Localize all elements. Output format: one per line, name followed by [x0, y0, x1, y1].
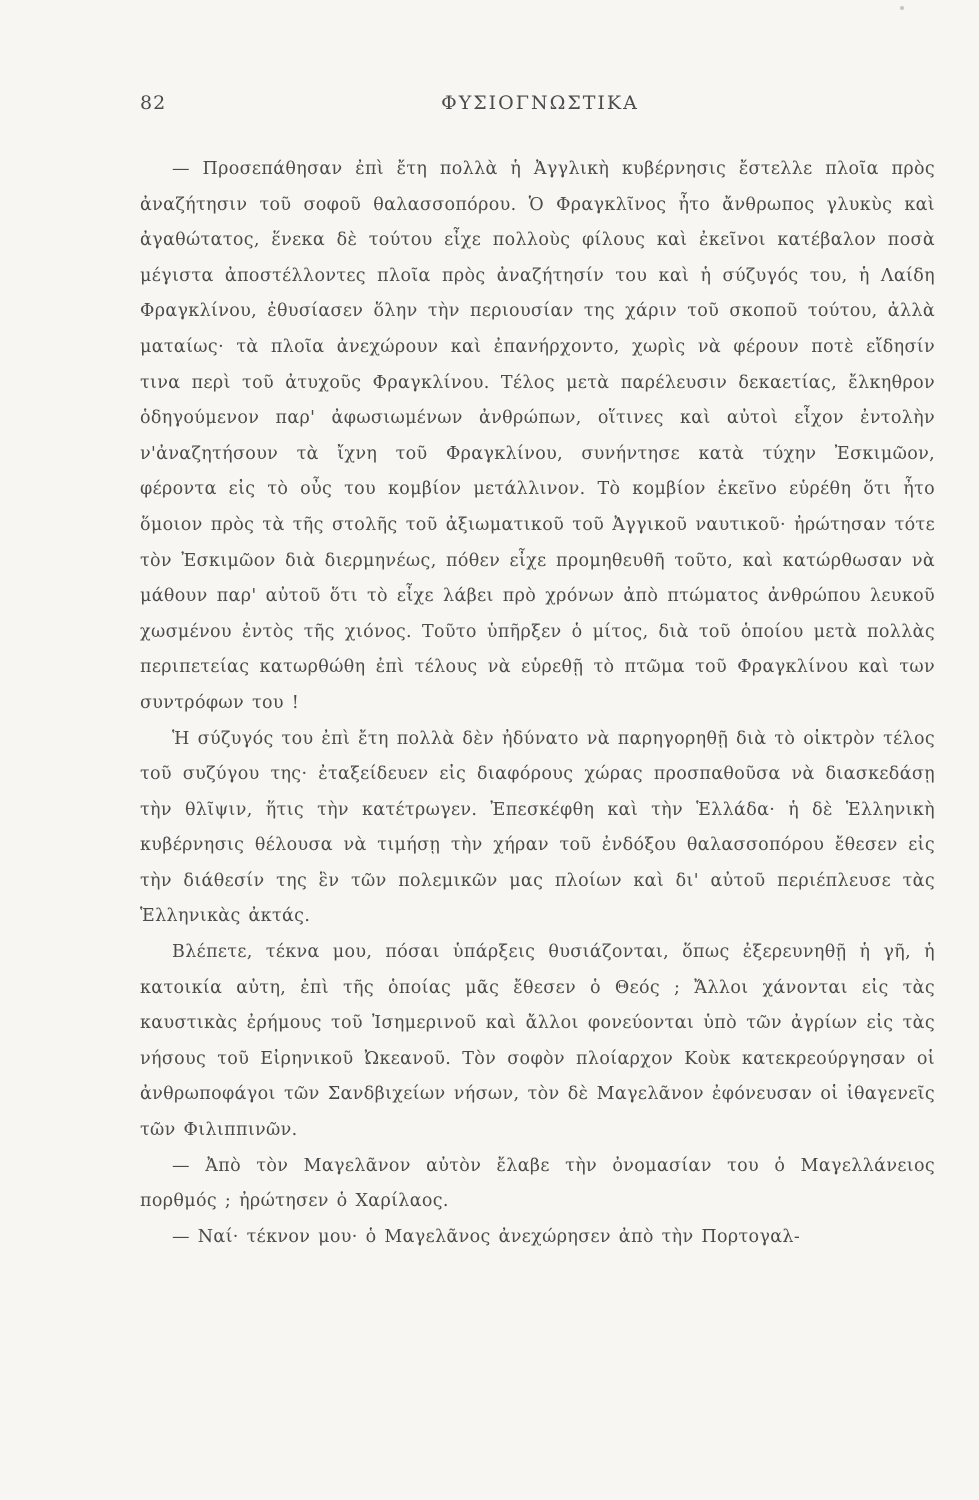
body-text [140, 152, 935, 1255]
paragraph: — Ναί· τέκνον μου· ὁ Μαγελᾶνος ἀνεχώρησεν ἀπὸ τὴν Πορτογαλ- [172, 1226, 801, 1247]
page-header [140, 92, 940, 116]
scan-speck [900, 6, 904, 10]
running-title: ΦΥΣΙΟΓΝΩΣΤΙΚΑ [441, 92, 639, 114]
paragraph: — Ἀπὸ τὸν Μαγελᾶνον αὐτὸν ἔλαβε τὴν ὀνομασίαν του ὁ Μαγελλάνειος πορθμός ; ἠρώτησεν ὁ Χαρίλαος. [140, 1155, 935, 1212]
paragraph: Βλέπετε, τέκνα μου, πόσαι ὑπάρξεις θυσιάζονται, ὅπως ἐξερευνηθῇ ἡ γῆ, ἡ κατοικία αὐτη, ἐπὶ τῆς ὁποίας μᾶς ἔθεσεν ὁ Θεός ; Ἄλλοι χάνονται εἰς τὰς καυστικὰς ἐρήμους τοῦ Ἰσημερινοῦ καὶ ἄλλοι φονεύονται ὑπὸ τῶν ἀγρίων εἰς τὰς νήσους τοῦ Εἰρηνικοῦ Ὠκεανοῦ. Τὸν σοφὸν πλοίαρχον Κοὺκ κατεκρεούργησαν οἱ ἀνθρωποφάγοι τῶν Σανδβιχείων νήσων, τὸν δὲ Μαγελᾶνον ἐφόνευσαν οἱ ἰθαγενεῖς τῶν Φιλιππινῶν. [140, 942, 935, 1141]
paragraph: — Προσεπάθησαν ἐπὶ ἔτη πολλὰ ἡ Ἀγγλικὴ κυβέρνησις ἔστελλε πλοῖα πρὸς ἀναζήτησιν τοῦ σοφοῦ θαλασσοπόρου. Ὁ Φραγκλῖνος ἦτο ἄνθρωπος γλυκὺς καὶ ἀγαθώτατος, ἕνεκα δὲ τούτου εἶχε πολλοὺς φίλους καὶ ἐκεῖνοι κατέβαλον ποσὰ μέγιστα ἀποστέλλοντες πλοῖα πρὸς ἀναζήτησίν του καὶ ἡ σύζυγός του, ἡ Λαίδη Φραγκλίνου, ἐθυσίασεν ὅλην τὴν περιουσίαν της χάριν τοῦ σκοποῦ τούτου, ἀλλὰ ματαίως· τὰ πλοῖα ἀνεχώρουν καὶ ἐπανήρχοντο, χωρὶς νὰ φέρουν ποτὲ εἴδησίν τινα περὶ τοῦ ἀτυχοῦς Φραγκλίνου. Τέλος μετὰ παρέλευσιν δεκαετίας, ἔλκηθρον ὁδηγούμενον παρ' ἀφωσιωμένων ἀνθρώπων, οἵτινες καὶ αὐτοὶ εἶχον ἐντολὴν ν'ἀναζητήσουν τὰ ἴχνη τοῦ Φραγκλίνου, συνήντησε κατὰ τύχην Ἐσκιμῶον, φέροντα εἰς τὸ οὖς του κομβίον μετάλλινον. Τὸ κομβίον ἐκεῖνο εὑρέθη ὅτι ἦτο ὅμοιον πρὸς τὰ τῆς στολῆς τοῦ ἀξιωματικοῦ τοῦ Ἀγγικοῦ ναυτικοῦ· ἠρώτησαν τότε τὸν Ἐσκιμῶον διὰ διερμηνέως, πόθεν εἶχε προμηθευθῆ τοῦτο, καὶ κατώρθωσαν νὰ μάθουν παρ' αὐτοῦ ὅτι τὸ εἶχε λάβει πρὸ χρόνων ἀπὸ πτώματος ἀνθρώπου λευκοῦ χωσμένου ἐντὸς τῆς χιόνος. Τοῦτο ὑπῆρξεν ὁ μίτος, διὰ τοῦ ὁποίου μετὰ πολλὰς περιπετείας κατωρθώθη ἐπὶ τέλους νὰ εὑρεθῇ τὸ πτῶμα τοῦ Φραγκλίνου καὶ των συντρόφων του ! [140, 159, 935, 713]
page-number: 82 [140, 92, 167, 114]
paragraph: Ἡ σύζυγός του ἐπὶ ἔτη πολλὰ δὲν ἠδύνατο νὰ παρηγορηθῇ διὰ τὸ οἰκτρὸν τέλος τοῦ συζύγου της· ἐταξείδευεν εἰς διαφόρους χώρας προσπαθοῦσα νὰ διασκεδάσῃ τὴν θλῖψιν, ἥτις τὴν κατέτρωγεν. Ἐπεσκέφθη καὶ τὴν Ἑλλάδα· ἡ δὲ Ἑλληνικὴ κυβέρνησις θέλουσα νὰ τιμήσῃ τὴν χήραν τοῦ ἐνδόξου θαλασσοπόρου ἔθεσεν εἰς τὴν διάθεσίν της ἓν τῶν πολεμικῶν μας πλοίων καὶ δι' αὐτοῦ περιέπλευσε τὰς Ἑλληνικὰς ἀκτάς. [140, 728, 935, 927]
